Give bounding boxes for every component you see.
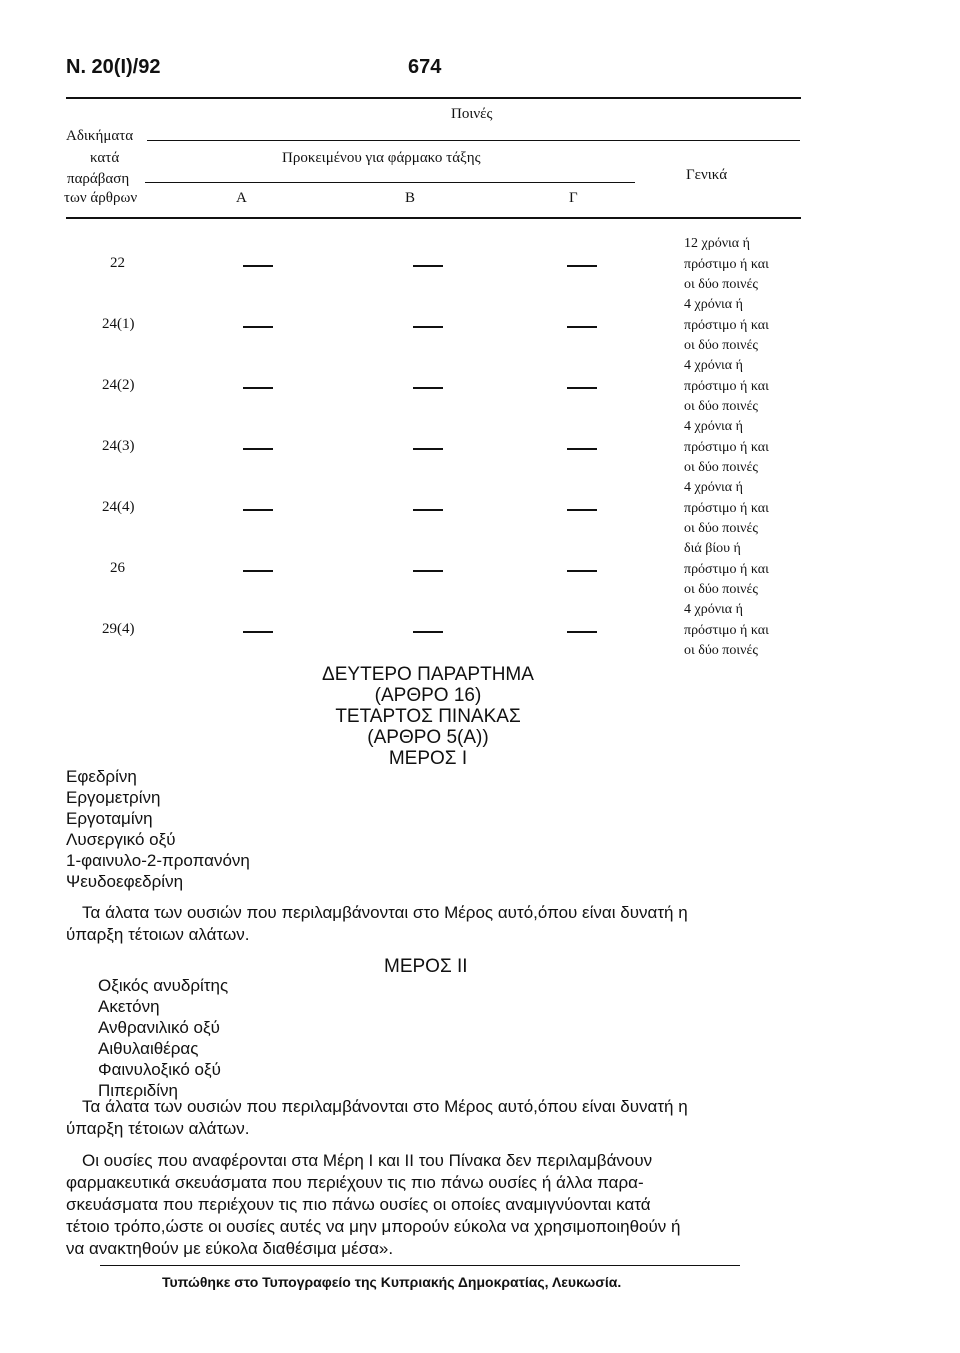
footer-rule [100, 1265, 740, 1266]
row-class-a-dash [243, 448, 273, 450]
col-offence-line-3: παράβαση [67, 171, 130, 187]
row-class-b-dash [413, 448, 443, 450]
col-offence-line-4: των άρθρων [64, 190, 138, 206]
page-number: 674 [408, 56, 442, 78]
drug-class-rule [145, 182, 635, 183]
list-item: Οξικός ανυδρίτης [98, 976, 229, 995]
row-article: 24(1) [102, 316, 135, 332]
penalty-line: οι δύο ποινές [684, 338, 758, 353]
row-class-b-dash [413, 265, 443, 267]
row-class-a-dash [243, 631, 273, 633]
row-class-c-dash [567, 265, 597, 267]
part-1-title: ΜΕΡΟΣ Ι [388, 748, 468, 769]
col-b-header: Β [405, 190, 416, 206]
penalties-title: Ποινές [451, 106, 493, 122]
penalty-line: διά βίου ή [684, 541, 741, 556]
row-article: 24(4) [102, 499, 135, 515]
part-1-list [66, 766, 250, 892]
penalty-line: οι δύο ποινές [684, 399, 758, 414]
penalty-line: πρόστιμο ή και [684, 500, 769, 516]
list-item: Εργοταμίνη [66, 809, 153, 828]
paragraph-line: να ανακτηθούν με εύκολα διαθέσιμα μέσα». [66, 1239, 394, 1258]
part-1-note-line-1: Τα άλατα των ουσιών που περιλαμβάνονται στο Μέρος αυτό,όπου είναι δυνατή η [82, 903, 688, 922]
part-1-note-line-2: ύπαρξη τέτοιων αλάτων. [66, 925, 250, 944]
col-offence-line-1: Αδικήματα [66, 128, 134, 144]
list-item: Λυσεργικό οξύ [66, 830, 176, 849]
penalty-line: 12 χρόνια ή [684, 236, 750, 251]
row-class-c-dash [567, 509, 597, 511]
row-class-c-dash [567, 326, 597, 328]
penalty-line: οι δύο ποινές [684, 643, 758, 658]
list-item: Ψευδοεφεδρίνη [66, 872, 184, 891]
col-general: Γενικά [686, 167, 728, 183]
row-general-penalty [684, 295, 769, 357]
table-article: (ΑΡΘΡΟ 5(Α)) [367, 727, 489, 748]
col-a-header: Α [236, 190, 247, 206]
row-class-a-dash [243, 326, 273, 328]
list-item: Εφεδρίνη [66, 767, 137, 786]
annex-title: ΔΕΥΤΕΡΟ ΠΑΡΑΡΤΗΜΑ [322, 664, 534, 685]
penalty-line: πρόστιμο ή και [684, 256, 769, 272]
part-2-list [98, 975, 228, 1101]
list-item: 1-φαινυλο-2-προπανόνη [66, 851, 250, 870]
row-class-c-dash [567, 570, 597, 572]
penalty-line: πρόστιμο ή και [684, 439, 769, 455]
row-class-c-dash [567, 387, 597, 389]
penalty-line: οι δύο ποινές [684, 277, 758, 292]
penalty-line: πρόστιμο ή και [684, 561, 769, 577]
annex-heading [278, 664, 578, 769]
penalty-line: οι δύο ποινές [684, 582, 758, 597]
row-general-penalty [684, 356, 769, 418]
paragraph-line: Οι ουσίες που αναφέρονται στα Μέρη Ι και ΙΙ του Πίνακα δεν περιλαμβάνουν [82, 1151, 653, 1170]
printer-imprint: Τυπώθηκε στο Τυπογραφείο της Κυπριακής Δημοκρατίας, Λευκωσία. [162, 1274, 622, 1290]
row-class-a-dash [243, 570, 273, 572]
row-general-penalty [684, 417, 769, 479]
list-item: Φαινυλοξικό οξύ [98, 1060, 221, 1079]
penalty-line: οι δύο ποινές [684, 521, 758, 536]
col-c-header: Γ [569, 190, 578, 206]
row-article: 24(2) [102, 377, 135, 393]
list-item: Αιθυλαιθέρας [98, 1039, 199, 1058]
penalties-rule [147, 140, 800, 141]
row-class-b-dash [413, 631, 443, 633]
penalty-line: 4 χρόνια ή [684, 480, 743, 495]
penalty-line: 4 χρόνια ή [684, 419, 743, 434]
penalty-line: πρόστιμο ή και [684, 317, 769, 333]
penalty-line: 4 χρόνια ή [684, 297, 743, 312]
part-2-note-line-1: Τα άλατα των ουσιών που περιλαμβάνονται στο Μέρος αυτό,όπου είναι δυνατή η [82, 1097, 688, 1116]
penalty-line: πρόστιμο ή και [684, 378, 769, 394]
row-class-a-dash [243, 509, 273, 511]
row-class-c-dash [567, 448, 597, 450]
row-general-penalty [684, 600, 769, 662]
row-class-a-dash [243, 387, 273, 389]
row-article: 26 [110, 560, 125, 576]
drug-class-title: Προκειμένου για φάρμακο τάξης [282, 150, 481, 166]
list-item: Ανθρανιλικό οξύ [98, 1018, 220, 1037]
paragraph-line: σκευάσματα που περιέχουν τις πιο πάνω ουσίες οι οποίες αναμιγνύονται κατά [66, 1195, 651, 1214]
row-article: 29(4) [102, 621, 135, 637]
row-article: 24(3) [102, 438, 135, 454]
paragraph-line: φαρμακευτικά σκευάσματα που περιέχουν τις πιο πάνω ουσίες ή άλλα παρα- [66, 1173, 644, 1192]
table-header-rule [66, 217, 801, 219]
row-general-penalty [684, 539, 769, 601]
part-2-note-line-2: ύπαρξη τέτοιων αλάτων. [66, 1119, 250, 1138]
final-paragraph [66, 1150, 680, 1260]
paragraph-line: τέτοιο τρόπο,ώστε οι ουσίες αυτές να μην μπορούν εύκολα να χρησιμοποιηθούν ή [66, 1217, 681, 1236]
penalty-line: 4 χρόνια ή [684, 602, 743, 617]
row-class-b-dash [413, 326, 443, 328]
list-item: Εργομετρίνη [66, 788, 161, 807]
row-class-b-dash [413, 509, 443, 511]
row-general-penalty [684, 234, 769, 296]
row-class-a-dash [243, 265, 273, 267]
header-rule [66, 97, 801, 99]
part-2-title: ΜΕΡΟΣ ΙΙ [384, 956, 468, 977]
penalty-line: οι δύο ποινές [684, 460, 758, 475]
col-offence-line-2: κατά [90, 150, 120, 166]
list-item: Πιπεριδίνη [98, 1081, 179, 1100]
row-article: 22 [110, 255, 125, 271]
penalty-line: 4 χρόνια ή [684, 358, 743, 373]
row-class-b-dash [413, 387, 443, 389]
list-item: Ακετόνη [98, 997, 160, 1016]
law-citation: Ν. 20(Ι)/92 [66, 56, 161, 78]
row-class-b-dash [413, 570, 443, 572]
penalty-line: πρόστιμο ή και [684, 622, 769, 638]
row-class-c-dash [567, 631, 597, 633]
annex-article: (ΑΡΘΡΟ 16) [374, 685, 482, 706]
table-title: ΤΕΤΑΡΤΟΣ ΠΙΝΑΚΑΣ [335, 706, 521, 727]
row-general-penalty [684, 478, 769, 540]
